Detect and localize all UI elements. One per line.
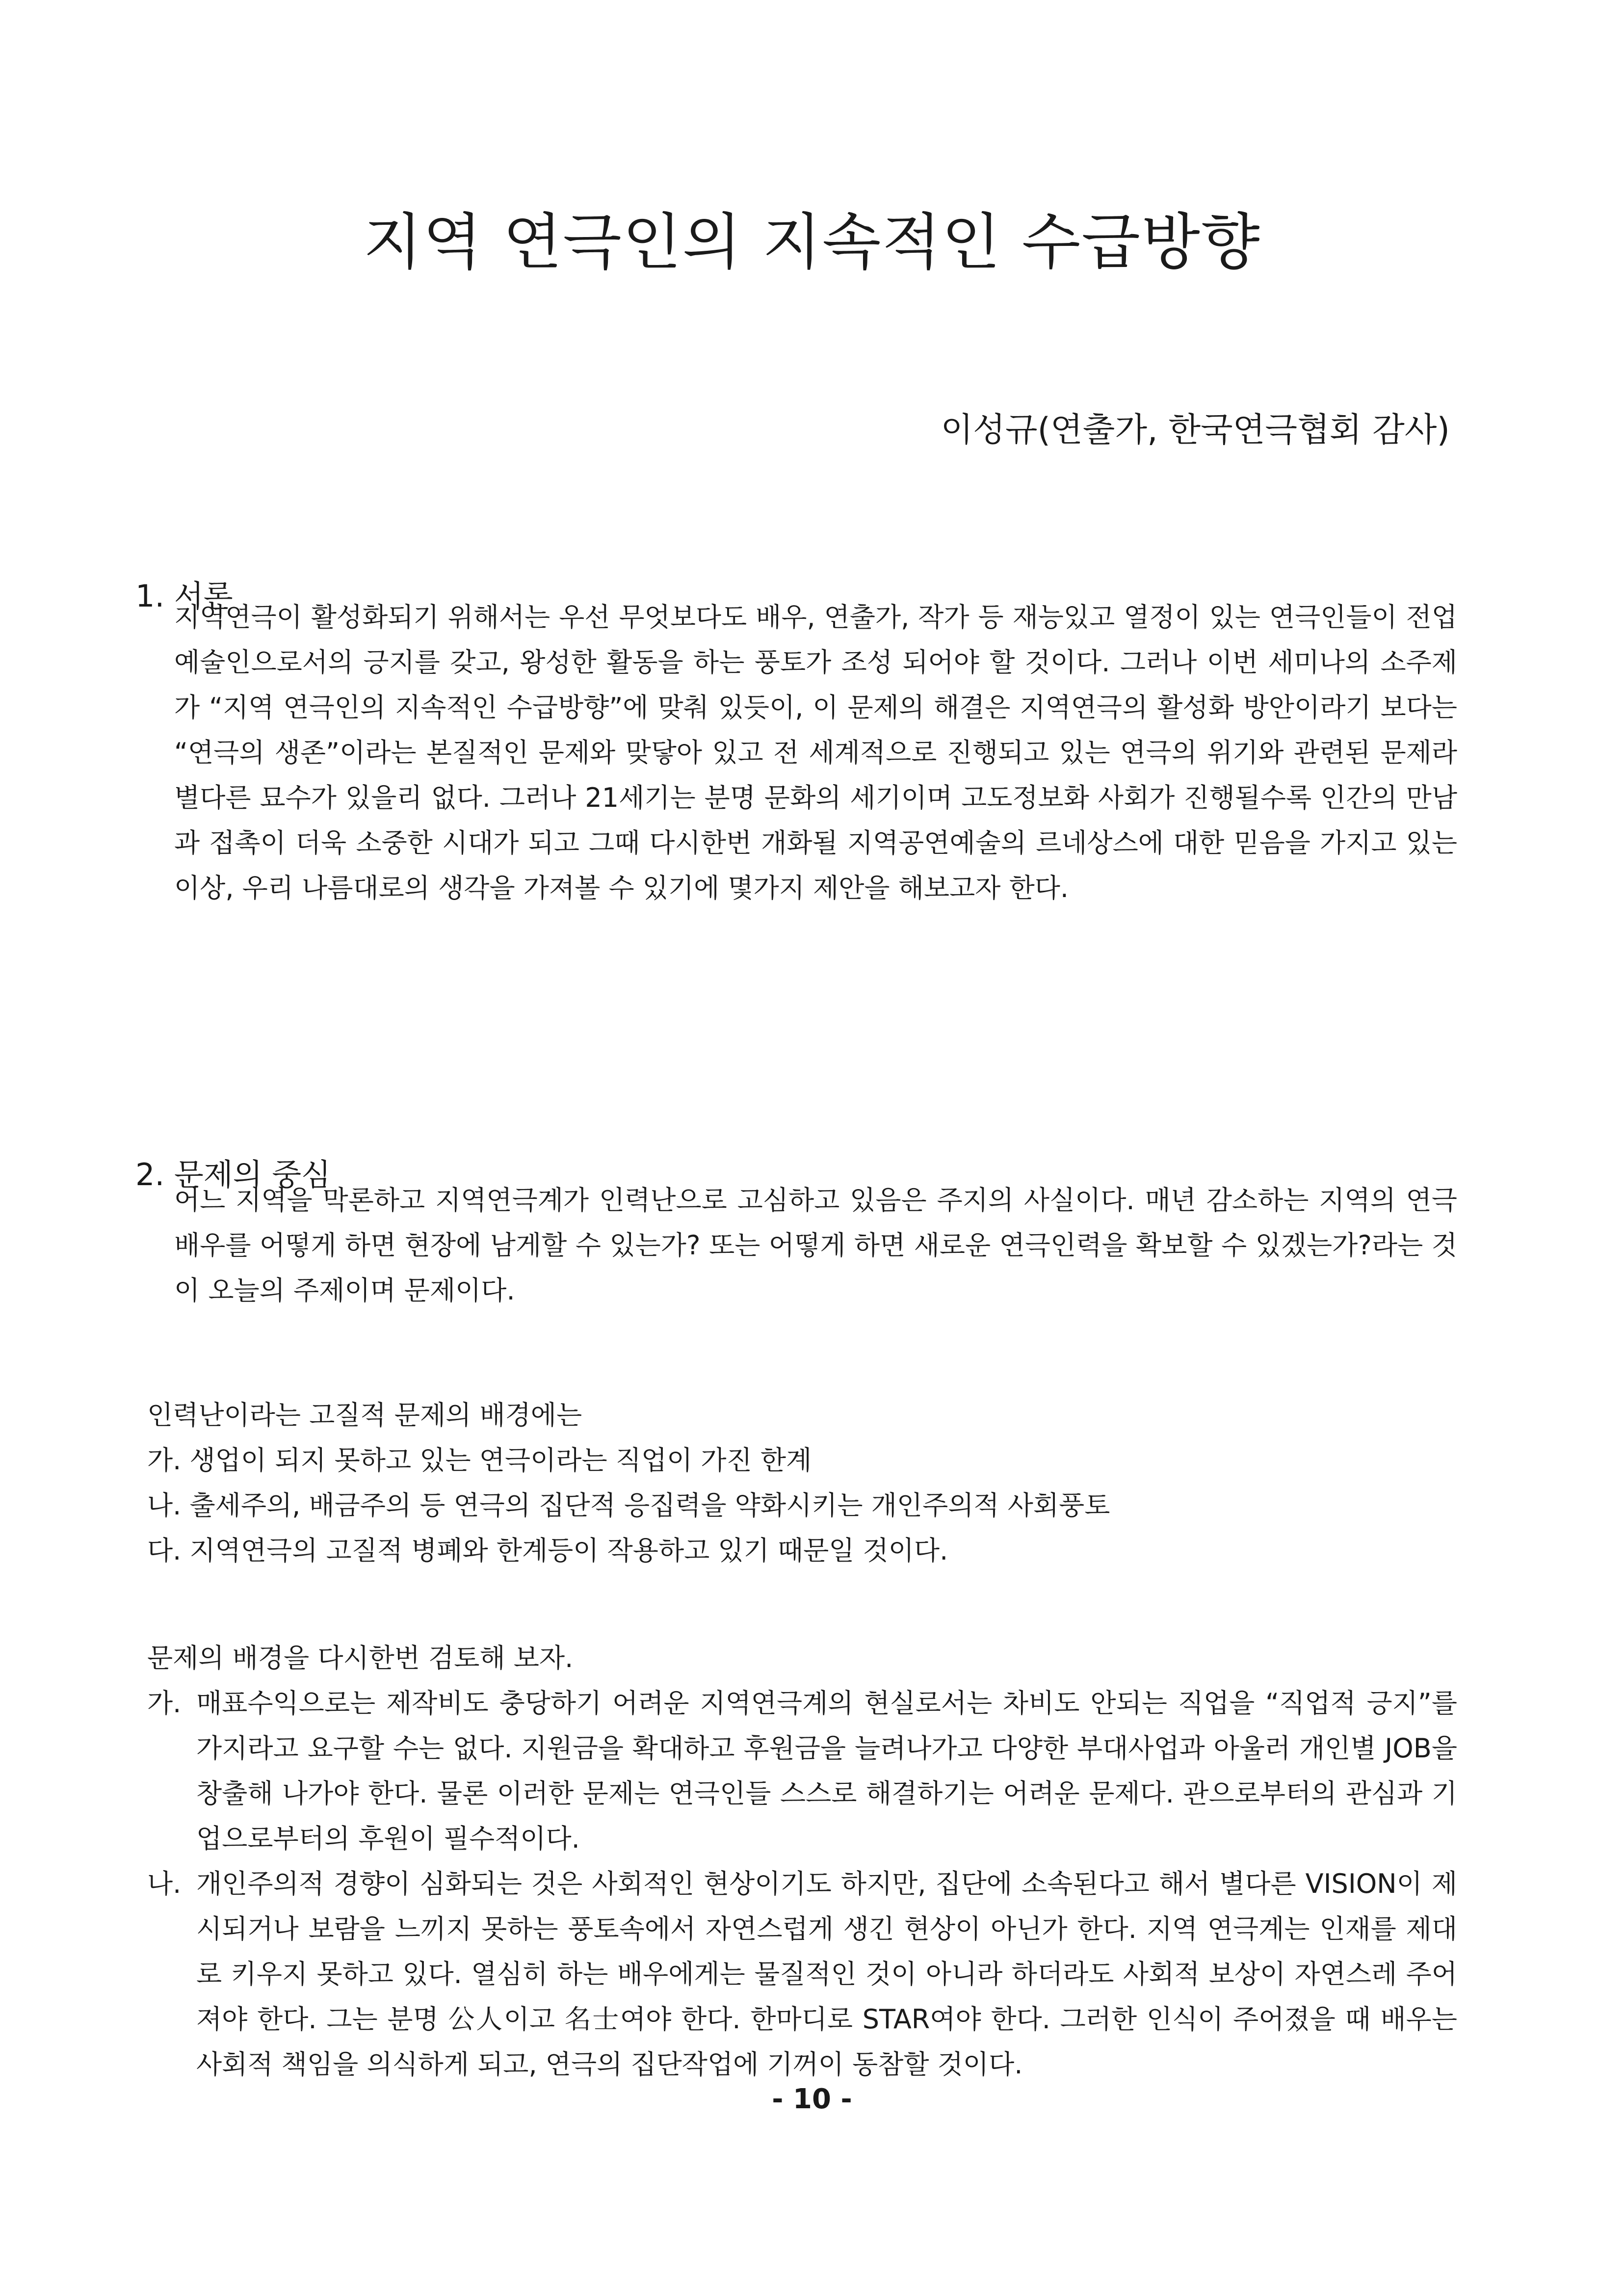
list-item-text: 매표수익으로는 제작비도 충당하기 어려운 지역연극계의 현실로서는 차비도 안되는 직업을 “직업적 긍지”를 가지라고 요구할 수는 없다. 지원금을 확대하고 후원금을 늘려나가고 다양한 부대사업과 아울러 개인별 JOB을 창출해 나가야 한다. 물론 이러한 문제는 연극인들 스스로 해결하기는 어려운 문제다. 관으로부터의 관심과 기업으로부터의 후원이 필수적이다. xyxy=(196,1688,1458,1854)
list-item: 다. 지역연극의 고질적 병폐와 한계등이 작용하고 있기 때문일 것이다. xyxy=(147,1535,948,1566)
review-intro: 문제의 배경을 다시한번 검토해 보자. xyxy=(147,1643,574,1673)
list-marker: 나. xyxy=(147,1868,182,1899)
background-intro: 인력난이라는 고질적 문제의 배경에는 xyxy=(147,1400,582,1431)
review-intro-block xyxy=(147,1636,1472,1681)
section-1-heading: 1. 서론 xyxy=(135,578,233,614)
list-item: 가. 생업이 되지 못하고 있는 연극이라는 직업이 가진 한계 xyxy=(147,1445,812,1476)
list-marker: 가. xyxy=(147,1688,182,1719)
background-list xyxy=(147,1393,1472,1573)
review-item-na xyxy=(147,1861,1457,2087)
document-title: 지역 연극인의 지속적인 수급방향 xyxy=(363,207,1261,278)
author-line: 이성규(연출가, 한국연극협회 감사) xyxy=(941,411,1450,450)
review-item-ga xyxy=(147,1681,1457,1861)
section-2-body: 어느 지역을 막론하고 지역연극계가 인력난으로 고심하고 있음은 주지의 사실이다. 매년 감소하는 지역의 연극배우를 어떻게 하면 현장에 남게할 수 있는가? 또는 어떻게 하면 새로운 연극인력을 확보할 수 있겠는가?라는 것이 오늘의 주제이며 문제이다. xyxy=(174,1185,1457,1306)
section-2-heading: 2. 문제의 중심 xyxy=(135,1157,331,1193)
list-item-text: 개인주의적 경향이 심화되는 것은 사회적인 현상이기도 하지만, 집단에 소속된다고 해서 별다른 VISION이 제시되거나 보람을 느끼지 못하는 풍토속에서 자연스럽게 생긴 현상이 아닌가 한다. 지역 연극계는 인재를 제대로 키우지 못하고 있다. 열심히 하는 배우에게는 물질적인 것이 아니라 하더라도 사회적 보상이 자연스레 주어져야 한다. 그는 분명 公人이고 名士여야 한다. 한마디로 STAR여야 한다. 그러한 인식이 주어졌을 때 배우는 사회적 책임을 의식하게 되고, 연극의 집단작업에 기꺼이 동참할 것이다. xyxy=(196,1868,1457,2080)
section-1-body: 지역연극이 활성화되기 위해서는 우선 무엇보다도 배우, 연출가, 작가 등 재능있고 열정이 있는 연극인들이 전업예술인으로서의 긍지를 갖고, 왕성한 활동을 하는 풍토가 조성 되어야 할 것이다. 그러나 이번 세미나의 소주제가 “지역 연극인의 지속적인 수급방향”에 맞춰 있듯이, 이 문제의 해결은 지역연극의 활성화 방안이라기 보다는 “연극의 생존”이라는 본질적인 문제와 맞닿아 있고 전 세계적으로 진행되고 있는 연극의 위기와 관련된 문제라 별다른 묘수가 있을리 없다. 그러나 21세기는 분명 문화의 세기이며 고도정보화 사회가 진행될수록 인간의 만남과 접촉이 더욱 소중한 시대가 되고 그때 다시한번 개화될 지역공연예술의 르네상스에 대한 믿음을 가지고 있는 이상, 우리 나름대로의 생각을 가져볼 수 있기에 몇가지 제안을 해보고자 한다. xyxy=(174,602,1457,903)
page-number: - 10 - xyxy=(772,2083,852,2115)
list-item: 나. 출세주의, 배금주의 등 연극의 집단적 응집력을 약화시키는 개인주의적 사회풍토 xyxy=(147,1490,1110,1521)
